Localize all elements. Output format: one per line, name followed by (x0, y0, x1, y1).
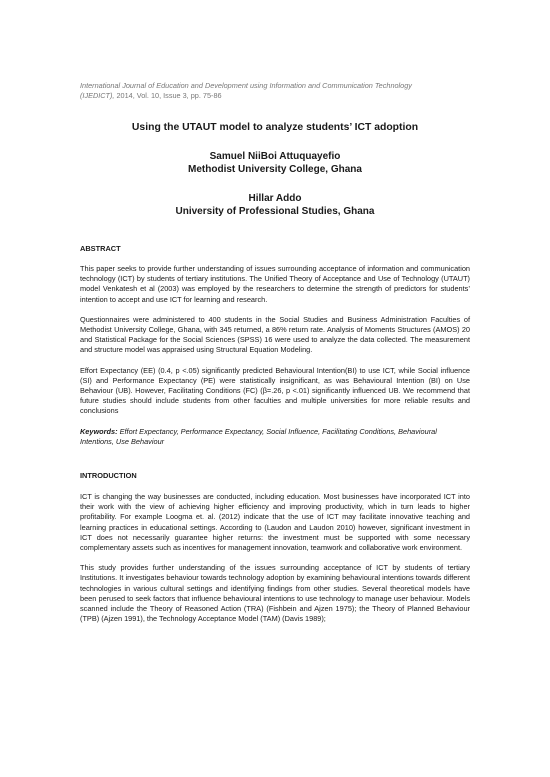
abstract-paragraph: Questionnaires were administered to 400 students in the Social Studies and Business Administration Faculties of Methodist University College, Ghana, with 345 returned, a 86% return rate. Analysis of Moments Structures (AMOS) 20 and Statistical Package for the Social Sciences (SPSS) 16 were used to analyze the data collected. The measurement and structure model was appraised using Structural Equation Modeling. (80, 314, 470, 355)
paper-title: Using the UTAUT model to analyze students’ ICT adoption (131, 122, 419, 133)
introduction-heading: INTRODUCTION (80, 471, 137, 481)
author-block (80, 150, 470, 176)
journal-details-line (80, 91, 222, 100)
abstract-heading: ABSTRACT (80, 244, 121, 253)
journal-citation (80, 81, 470, 101)
paper-page (80, 81, 470, 624)
author-name: Samuel NiiBoi Attuquayefio (209, 151, 341, 162)
journal-name: International Journal of Education and Development using Information and Communication Technology (80, 81, 412, 90)
keywords-text: Effort Expectancy, Performance Expectancy, Social Influence, Facilitating Conditions, Behavioural Intentions, Use Behaviour (80, 426, 437, 446)
journal-volume-info: 2014, Vol. 10, Issue 3, pp. 75-86 (114, 91, 222, 100)
author-affiliation: University of Professional Studies, Ghana (175, 206, 375, 217)
abstract-paragraph: Effort Expectancy (EE) (0.4, p <.05) significantly predicted Behavioural Intention(BI) to use ICT, while Social influence (SI) and Performance Expectancy (PE) were statistically insignificant, as was Behavioural Intention (BI) on Use Behaviour (UB). However, Facilitating Conditions (FC) (β=.26, p <.01) significantly influenced UB. We recommend that future studies should include students from other faculties and multiple universities for more reliable results and conclusions (80, 365, 470, 416)
keywords (80, 427, 470, 447)
abstract-paragraph: This paper seeks to provide further understanding of issues surrounding acceptance of information and communication technology (ICT) by students of tertiary institutions. The Unified Theory of Acceptance and Use of Technology (UTAUT) model Venkatesh et al (2003) was employed by the researchers to determine the strength of predictors for students’ intention to accept and use ICT for learning and research. (80, 264, 470, 304)
keywords-label: Keywords: (80, 426, 118, 436)
author-affiliation: Methodist University College, Ghana (188, 164, 362, 175)
author-block (80, 192, 470, 218)
introduction-paragraph: ICT is changing the way businesses are conducted, including education. Most businesses have incorporated ICT into their work with the view of achieving higher efficiency and improving productivity, which in turn leads to higher profitability. For example Loogma et. al. (2012) indicate that the use of ICT may facilitate innovative teaching and learning practices in educational settings. According to (Laudon and Laudon 2010) however, significant investment in ICT does not necessarily guarantee higher returns: the investment must be supported with some necessary complementary assets such as incentives for management innovation, teamwork and collaborative work environment. (80, 492, 470, 553)
introduction-paragraph: This study provides further understanding of the issues surrounding acceptance of ICT by students of tertiary Institutions. It investigates behaviour towards technology adoption by examining behavioural intentions towards different technologies in various cultural settings and identifying findings from other studies. Several theoretical models have been perused to seek factors that influence behavioural intentions to use technology to manage user behaviour. Models scanned include the Theory of Reasoned Action (TRA) (Fishbein and Ajzen 1975); the Theory of Planned Behaviour (TPB) (Ajzen 1991), the Technology Acceptance Model (TAM) (Davis 1989); (80, 563, 470, 624)
journal-abbrev: (IJEDICT), (80, 91, 115, 100)
author-name: Hillar Addo (248, 193, 302, 204)
